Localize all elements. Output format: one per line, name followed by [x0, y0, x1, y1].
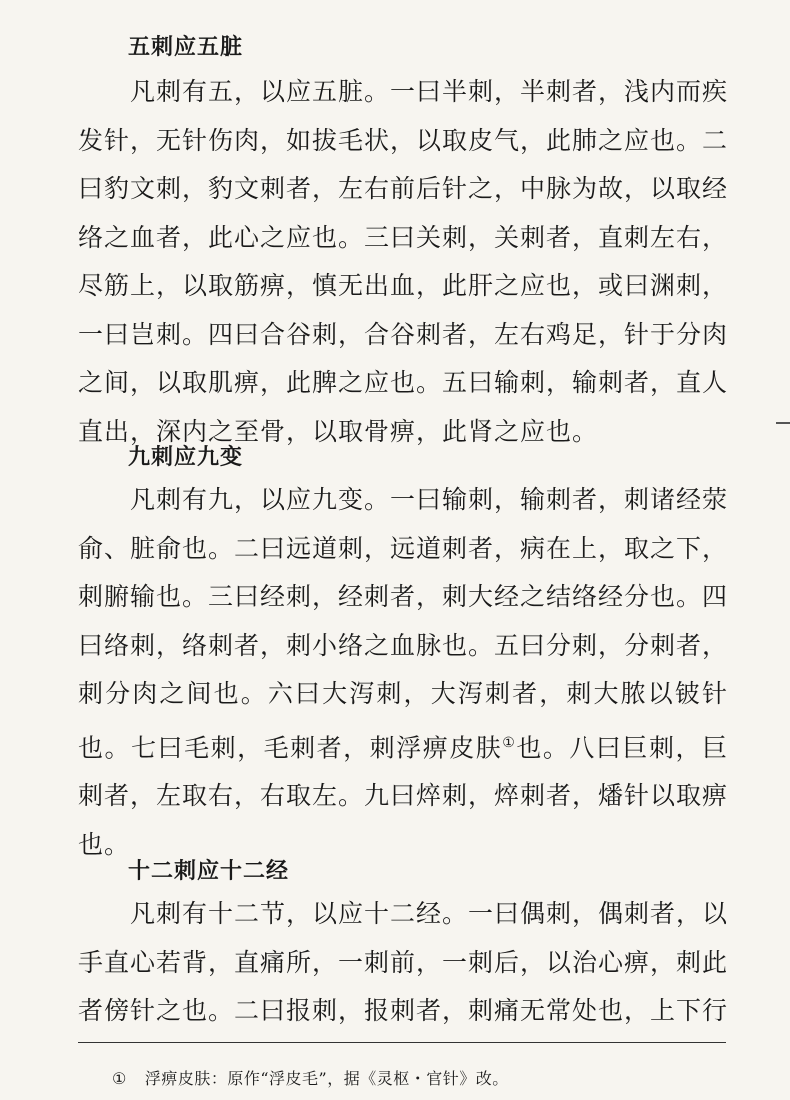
paragraph-text: 凡刺有五，以应五脏。一曰半刺，半刺者，浅内而疾发针，无针伤肉，如拔毛状，以取皮气，此肺之应也。二曰豹文刺，豹文刺者，左右前后针之，中脉为故，以取经络之血者，此心之应也。三曰关刺，关刺者，直刺左右，尽筋上，以取筋痹，慎无出血，此肝之应也，或曰渊刺，一曰岂刺。四曰合谷刺，合谷刺者，左右鸡足，针于分肉之间，以取肌痹，此脾之应也。五曰输刺，输刺者，直人直出，深内之至骨，以取骨痹，此肾之应也。	[78, 77, 729, 446]
footnote-number: ①	[112, 1069, 127, 1088]
section-heading: 五刺应五脏	[128, 35, 244, 60]
section-five-needling	[128, 30, 728, 61]
section-heading: 九刺应九变	[128, 445, 244, 470]
paragraph-text: 也。八曰巨刺，巨刺者，左取右，右取左。九曰焠刺，焠刺者，燔针以取痹也。	[78, 732, 729, 859]
footnote-divider	[78, 1042, 726, 1043]
paragraph	[78, 68, 728, 456]
paragraph	[78, 476, 728, 869]
footnote-reference[interactable]: ①	[502, 734, 517, 751]
section-nine-needling	[128, 440, 728, 471]
paragraph	[78, 890, 728, 1036]
paragraph-text: 凡刺有十二节，以应十二经。一曰偶刺，偶刺者，以手直心若背，直痛所，一刺前，一刺后，以治心痹，刺此者傍针之也。二曰报刺，报刺者，刺痛无常处也，上下行	[78, 899, 729, 1025]
paragraph-text: 凡刺有九，以应九变。一曰输刺，输刺者，刺诸经荥俞、脏俞也。二曰远道刺，远道刺者，病在上，取之下，刺腑输也。三曰经刺，经刺者，刺大经之结络经分也。四曰络刺，络刺者，刺小络之血脉也。五曰分刺，分刺者，刺分肉之间也。六曰大泻刺，大泻刺者，刺大脓以铍针也。七曰毛刺，毛刺者，刺浮痹皮肤	[78, 485, 729, 762]
section-heading: 十二刺应十二经	[128, 859, 290, 884]
footnote	[112, 1066, 509, 1089]
section-twelve-needling	[128, 854, 728, 885]
footnote-text: 浮痹皮肤：原作“浮皮毛”，据《灵枢・官针》改。	[144, 1069, 509, 1088]
page-edge-mark	[776, 422, 790, 424]
